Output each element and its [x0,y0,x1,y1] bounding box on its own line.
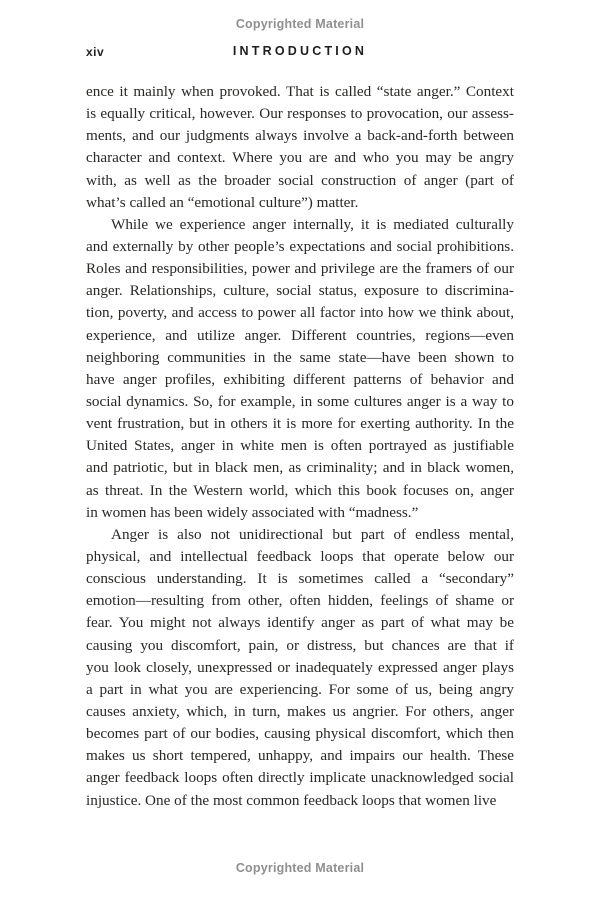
text-line: United States, anger in white men is often portrayed as justifiable [86,437,514,455]
text-line: is equally critical, however. Our responses to provocation, our assess- [86,105,514,123]
text-line: Anger is also not unidirectional but part of endless mental, [111,525,514,543]
text-line: emotion—resulting from other, often hidden, feelings of shame or [86,592,514,610]
text-line: character and context. Where you are and who you may be angry [86,149,514,167]
text-line: ments, and our judgments always involve a back-and-forth between [86,127,514,145]
text-line: ence it mainly when provoked. That is called “state anger.” Context [86,83,514,100]
text-line: you look closely, unexpressed or inadequately expressed anger plays [86,658,514,676]
text-line: social dynamics. So, for example, in some cultures anger is a way to [86,392,514,410]
text-line: Roles and responsibilities, power and privilege are the framers of our [86,260,514,278]
text-line: anger feedback loops often directly implicate unacknowledged social [86,769,514,787]
text-line: as threat. In the Western world, which this book focuses on, anger [86,481,514,499]
text-line: causing you discomfort, pain, or distress, but chances are that if [86,636,514,654]
copyright-notice-bottom: Copyrighted Material [235,861,365,875]
text-line: with, as well as the broader social construction of anger (part of [86,171,514,189]
text-line: neighboring communities in the same state—have been shown to [86,348,514,366]
copyright-notice-top: Copyrighted Material [235,17,365,31]
text-line: have anger profiles, exhibiting different patterns of behavior and [86,370,514,388]
text-line: experience, and utilize anger. Different countries, regions—even [86,326,514,344]
text-line: becomes part of our bodies, causing physical discomfort, which then [86,725,514,743]
text-line: and patriotic, but in black men, as criminality; and in black women, [86,459,514,477]
text-line: conscious understanding. It is sometimes called a “secondary” [86,570,514,588]
running-head: INTRODUCTION [232,44,368,58]
text-line: causes anxiety, which, in turn, makes us angrier. For others, anger [86,702,514,720]
text-line: physical, and intellectual feedback loops that operate below our [86,547,514,565]
text-line: injustice. One of the most common feedback loops that women live [86,791,497,809]
page-header [86,44,514,60]
text-line: anger. Relationships, culture, social status, exposure to discrimina- [86,282,514,300]
body-text [86,81,514,812]
text-line: fear. You might not always identify anger as part of what may be [86,614,514,632]
text-line: a part in what you are experiencing. For some of us, being angry [86,680,514,698]
text-line: and externally by other people’s expectations and social prohibitions. [86,237,514,255]
page-number: xiv [86,45,105,59]
text-line: tion, poverty, and access to power all factor into how we think about, [86,304,514,322]
text-line: While we experience anger internally, it is mediated culturally [111,215,514,233]
text-line: in women has been widely associated with “madness.” [86,503,419,521]
text-line: makes us short tempered, unhappy, and impairs our health. These [86,747,514,765]
text-line: what’s called an “emotional culture”) matter. [86,193,359,211]
text-line: vent frustration, but in others it is more for exerting authority. In the [86,415,514,433]
